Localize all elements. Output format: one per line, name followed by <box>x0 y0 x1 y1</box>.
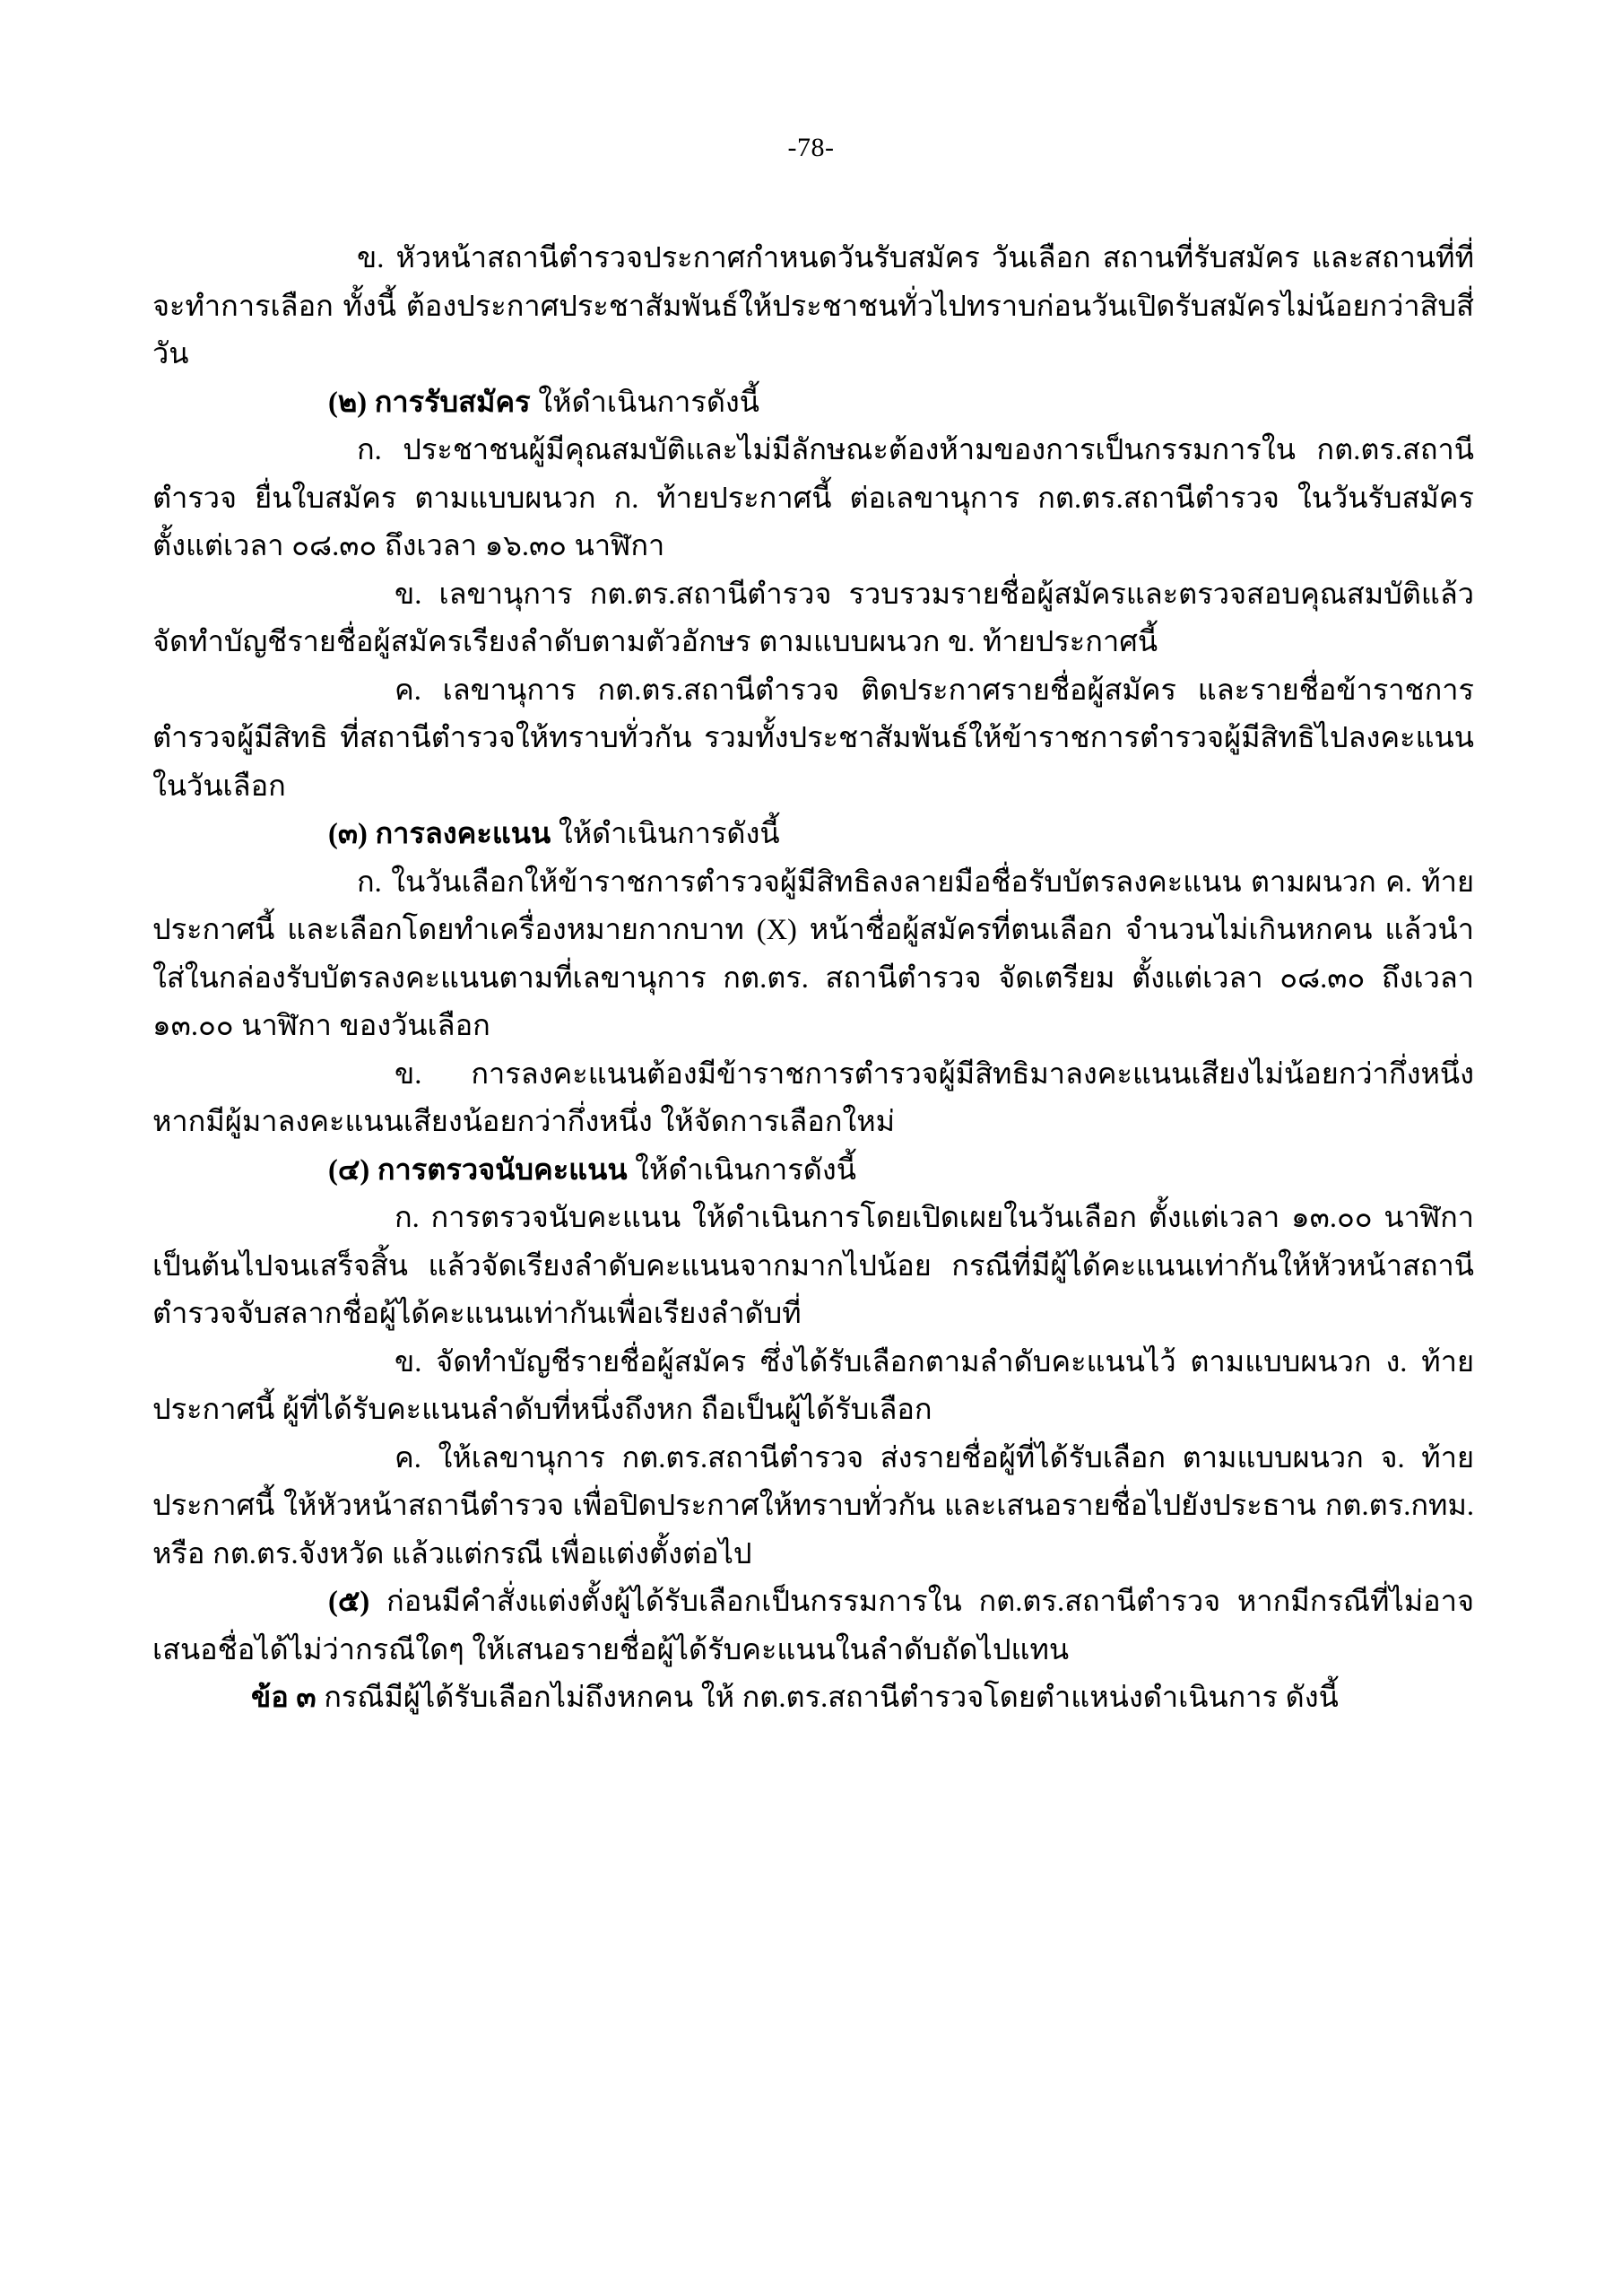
paragraph <box>152 859 1474 1051</box>
paragraph-text: ก. การตรวจนับคะแนน ให้ดำเนินการโดยเปิดเผยในวันเลือก ตั้งแต่เวลา ๑๓.๐๐ นาฬิกาเป็นต้นไปจนเสร็จสิ้น แล้วจัดเรียงลำดับคะแนนจากมากไปน้อย กรณีที่มีผู้ได้คะแนนเท่ากันให้หัวหน้าสถานีตำรวจจับสลากชื่อผู้ได้คะแนนเท่ากันเพื่อเรียงลำดับที่ <box>152 1202 1474 1330</box>
paragraph <box>152 1195 1474 1339</box>
paragraph <box>152 1339 1474 1435</box>
paragraph <box>152 1435 1474 1579</box>
paragraph <box>152 811 1474 859</box>
paragraph-text: ค. เลขานุการ กต.ตร.สถานีตำรวจ ติดประกาศรายชื่อผู้สมัคร และรายชื่อข้าราชการตำรวจผู้มีสิทธิ ที่สถานีตำรวจให้ทราบทั่วกัน รวมทั้งประชาสัมพันธ์ให้ข้าราชการตำรวจผู้มีสิทธิไปลงคะแนนในวันเลือก <box>152 674 1474 803</box>
paragraph-text: ค. ให้เลขานุการ กต.ตร.สถานีตำรวจ ส่งรายชื่อผู้ที่ได้รับเลือก ตามแบบผนวก จ. ท้ายประกาศนี้ ให้หัวหน้าสถานีตำรวจ เพื่อปิดประกาศให้ทราบทั่วกัน และเสนอรายชื่อไปยังประธาน กต.ตร.กทม. หรือ กต.ตร.จังหวัด แล้วแต่กรณี เพื่อแต่งตั้งต่อไป <box>152 1441 1474 1570</box>
paragraph-label: (๕) <box>328 1586 370 1618</box>
paragraph <box>152 427 1474 571</box>
paragraph <box>152 1578 1474 1674</box>
paragraph-text: ก. ในวันเลือกให้ข้าราชการตำรวจผู้มีสิทธิลงลายมือชื่อรับบัตรลงคะแนน ตามผนวก ค. ท้ายประกาศนี้ และเลือกโดยทำเครื่องหมายกากบาท (X) หน้าชื่อผู้สมัครที่ตนเลือก จำนวนไม่เกินหกคน แล้วนำใส่ในกล่องรับบัตรลงคะแนนตามที่เลขานุการ กต.ตร. สถานีตำรวจ จัดเตรียม ตั้งแต่เวลา ๐๘.๓๐ ถึงเวลา ๑๓.๐๐ นาฬิกา ของวันเลือก <box>152 865 1474 1042</box>
paragraph <box>152 1051 1474 1147</box>
paragraph <box>152 571 1474 667</box>
paragraph-text: ก. ประชาชนผู้มีคุณสมบัติและไม่มีลักษณะต้องห้ามของการเป็นกรรมการใน กต.ตร.สถานีตำรวจ ยื่นใบสมัคร ตามแบบผนวก ก. ท้ายประกาศนี้ ต่อเลขานุการ กต.ตร.สถานีตำรวจ ในวันรับสมัคร ตั้งแต่เวลา ๐๘.๓๐ ถึงเวลา ๑๖.๓๐ นาฬิกา <box>152 434 1474 562</box>
paragraph-text: ข. จัดทำบัญชีรายชื่อผู้สมัคร ซึ่งได้รับเลือกตามลำดับคะแนนไว้ ตามแบบผนวก ง. ท้ายประกาศนี้ ผู้ที่ได้รับคะแนนลำดับที่หนึ่งถึงหก ถือเป็นผู้ได้รับเลือก <box>152 1345 1474 1426</box>
paragraph-text: ให้ดำเนินการดังนี้ <box>530 386 760 419</box>
paragraph-label: ข้อ ๓ <box>251 1682 317 1714</box>
paragraph-text: ข. การลงคะแนนต้องมีข้าราชการตำรวจผู้มีสิทธิมาลงคะแนนเสียงไม่น้อยกว่ากึ่งหนึ่ง หากมีผู้มาลงคะแนนเสียงน้อยกว่ากึ่งหนึ่ง ให้จัดการเลือกใหม่ <box>152 1057 1474 1138</box>
paragraph-text: กรณีมีผู้ได้รับเลือกไม่ถึงหกคน ให้ กต.ตร.สถานีตำรวจโดยตำแหน่งดำเนินการ ดังนี้ <box>316 1682 1339 1714</box>
paragraph <box>152 1147 1474 1196</box>
paragraph-label: (๒) การรับสมัคร <box>328 386 531 419</box>
document-body <box>152 235 1474 1723</box>
paragraph-label: (๓) การลงคะแนน <box>328 818 551 850</box>
paragraph-text: ให้ดำเนินการดังนี้ <box>551 818 780 850</box>
page-number: -78- <box>787 133 835 162</box>
paragraph-text: ข. หัวหน้าสถานีตำรวจประกาศกำหนดวันรับสมัคร วันเลือก สถานที่รับสมัคร และสถานที่ที่จะทำการเลือก ทั้งนี้ ต้องประกาศประชาสัมพันธ์ให้ประชาชนทั่วไปทราบก่อนวันเปิดรับสมัครไม่น้อยกว่าสิบสี่วัน <box>152 242 1474 370</box>
paragraph-label: (๔) การตรวจนับคะแนน <box>328 1153 628 1187</box>
paragraph-text: ข. เลขานุการ กต.ตร.สถานีตำรวจ รวบรวมรายชื่อผู้สมัครและตรวจสอบคุณสมบัติแล้วจัดทำบัญชีรายชื่อผู้สมัครเรียงลำดับตามตัวอักษร ตามแบบผนวก ข. ท้ายประกาศนี้ <box>152 578 1474 658</box>
paragraph <box>152 667 1474 812</box>
paragraph-text: ให้ดำเนินการดังนี้ <box>627 1153 856 1187</box>
paragraph-text: ก่อนมีคำสั่งแต่งตั้งผู้ได้รับเลือกเป็นกรรมการใน กต.ตร.สถานีตำรวจ หากมีกรณีที่ไม่อาจเสนอชื่อได้ไม่ว่ากรณีใดๆ ให้เสนอรายชื่อผู้ได้รับคะแนนในลำดับถัดไปแทน <box>152 1586 1474 1666</box>
paragraph <box>152 235 1474 379</box>
paragraph <box>152 379 1474 428</box>
paragraph <box>152 1674 1474 1723</box>
